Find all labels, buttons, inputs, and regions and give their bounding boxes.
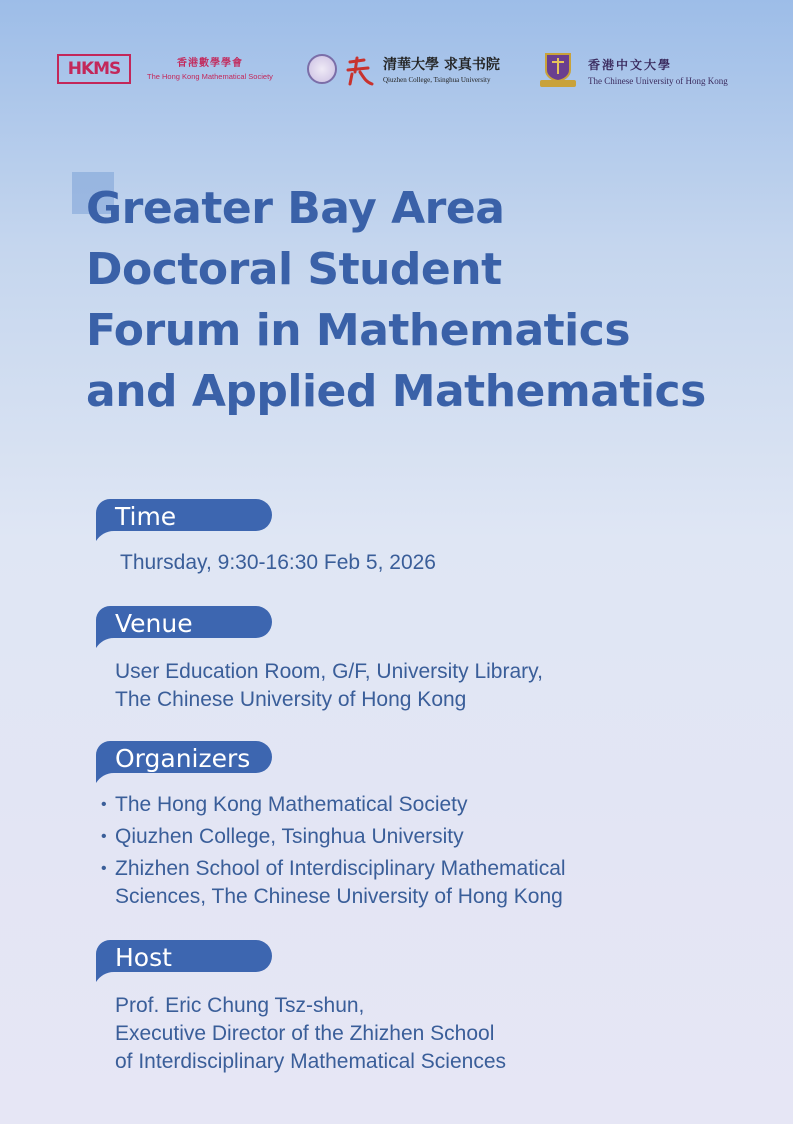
hkms-name-en: The Hong Kong Mathematical Society	[147, 72, 273, 81]
title-line: and Applied Mathematics	[86, 366, 706, 417]
time-heading-tab	[96, 499, 272, 541]
organizer-name-cont: Sciences, The Chinese University of Hong Kong	[115, 885, 563, 908]
qiuzhen-name-en: Qiuzhen College, Tsinghua University	[383, 76, 491, 84]
title-line: Forum in Mathematics	[86, 305, 631, 356]
organizer-name: • Qiuzhen College, Tsinghua University	[115, 825, 464, 848]
host-line: Prof. Eric Chung Tsz-shun,	[115, 994, 365, 1017]
host-heading: Host	[115, 943, 172, 972]
venue-heading-tab	[96, 606, 272, 648]
cuhk-crest-icon	[538, 50, 578, 90]
page-title	[86, 178, 776, 422]
tsinghua-seal-icon	[307, 54, 337, 84]
organizer-name: • The Hong Kong Mathematical Society	[115, 793, 468, 816]
hkms-wordmark	[147, 54, 273, 81]
qiuzhen-mark-icon	[344, 56, 376, 88]
organizers-section	[96, 741, 716, 915]
host-section	[96, 940, 716, 1076]
hkms-name-cn: 香港數學學會	[176, 58, 243, 69]
time-value: Thursday, 9:30-16:30 Feb 5, 2026	[120, 551, 436, 574]
venue-section	[96, 606, 716, 714]
title-line: Doctoral Student	[86, 244, 502, 295]
host-details	[96, 992, 716, 1076]
venue-line: User Education Room, G/F, University Library,	[115, 660, 543, 683]
organizer-name: • Zhizhen School of Interdisciplinary Mathematical	[115, 857, 566, 880]
list-item	[115, 823, 716, 851]
organizers-list	[96, 791, 716, 911]
venue-address	[96, 658, 716, 714]
qiuzhen-name-cn: 清華大學 求真书院	[383, 57, 500, 73]
list-item	[115, 855, 716, 911]
qiuzhen-wordmark	[383, 54, 500, 84]
time-heading: Time	[115, 502, 177, 531]
list-item	[115, 791, 716, 819]
organizers-heading: Organizers	[115, 744, 251, 773]
venue-heading: Venue	[115, 609, 193, 638]
host-line: Executive Director of the Zhizhen School	[115, 1022, 495, 1045]
logo-bar	[0, 48, 793, 96]
cuhk-wordmark	[588, 56, 728, 86]
venue-line: The Chinese University of Hong Kong	[115, 688, 467, 711]
hkms-logo	[57, 54, 131, 84]
title-line: Greater Bay Area	[86, 183, 505, 234]
time-section	[96, 499, 716, 577]
host-line: of Interdisciplinary Mathematical Sciences	[115, 1050, 507, 1073]
hkms-mark: HKMS	[67, 59, 121, 79]
cuhk-name-cn: 香港中文大學	[588, 58, 673, 72]
organizers-heading-tab	[96, 741, 272, 783]
cuhk-name-en: The Chinese University of Hong Kong	[588, 76, 728, 86]
host-heading-tab	[96, 940, 272, 982]
